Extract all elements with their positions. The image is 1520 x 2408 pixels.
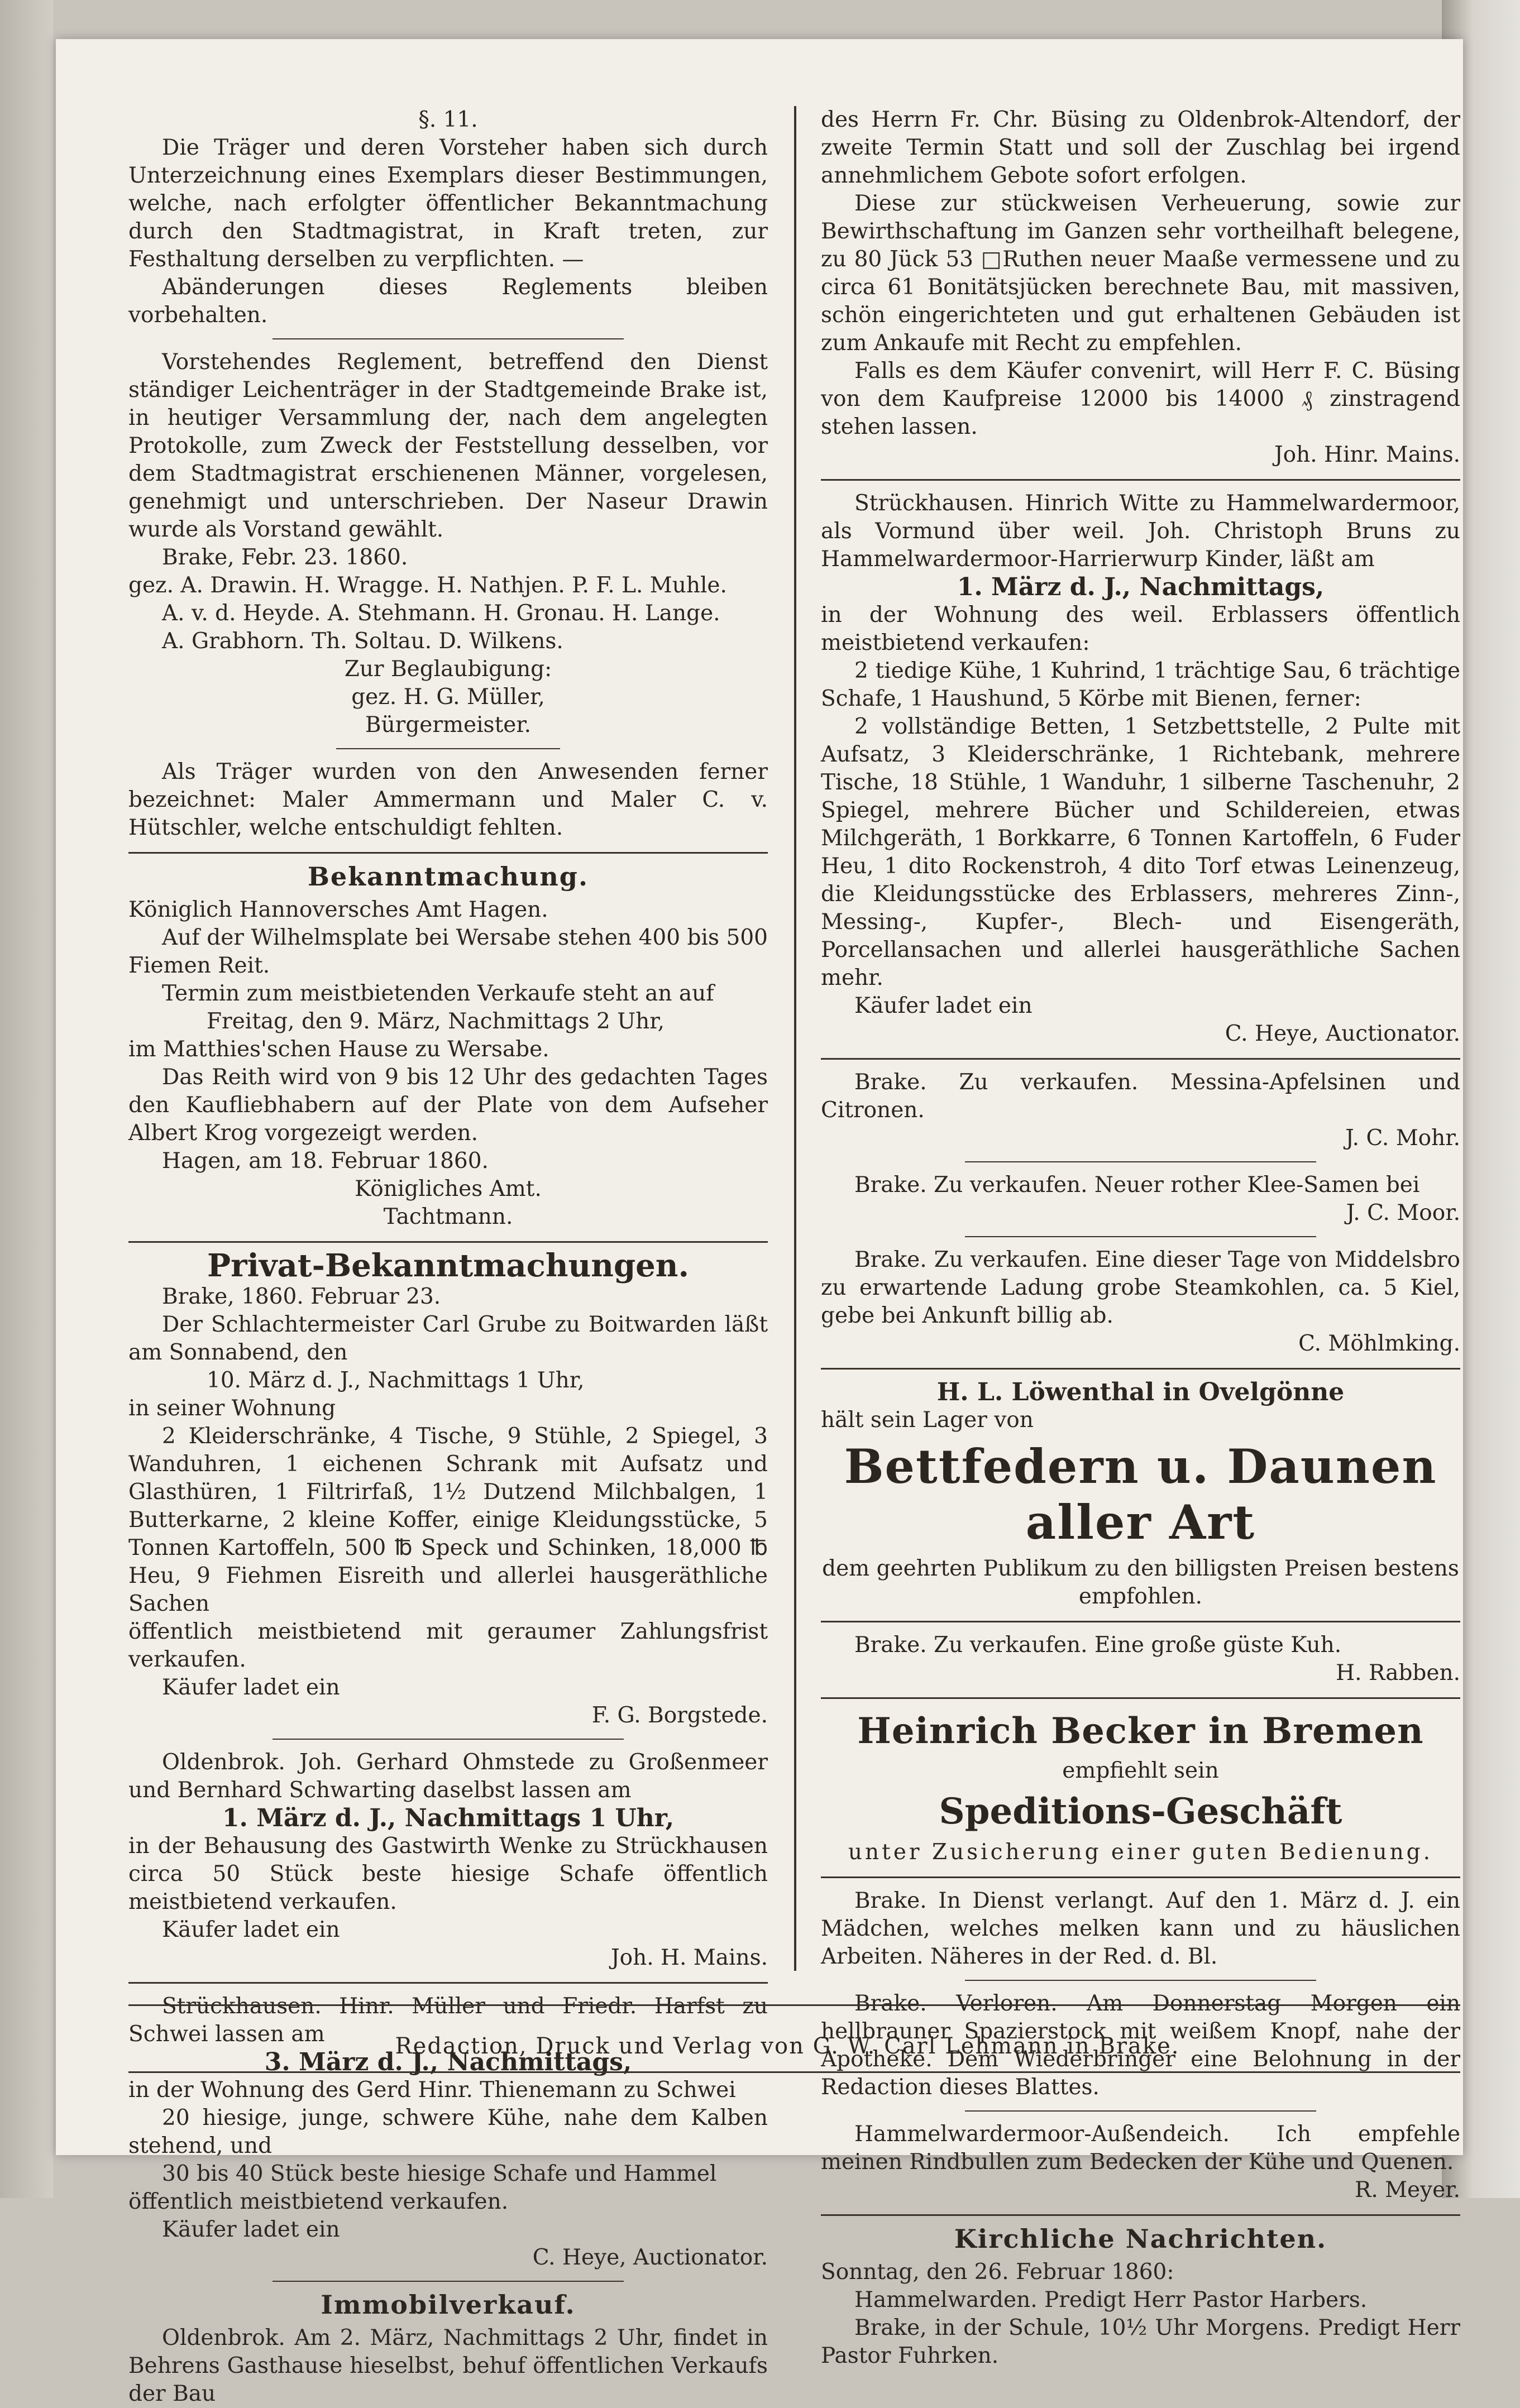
- loewenthal-headline: Bettfedern u. Daunen aller Art: [844, 1439, 1437, 1550]
- divider: [821, 1621, 1460, 1622]
- ohmstede-invite: Käufer ladet ein: [162, 1917, 340, 1942]
- divider: [821, 2214, 1460, 2216]
- ohmstede-signature: Joh. H. Mains.: [610, 1945, 768, 1970]
- attestation-title: Bürgermeister.: [365, 712, 532, 738]
- ohmstede-text-1: Oldenbrok. Joh. Gerhard Ohmstede zu Großenmeer und Bernhard Schwarting daselbst lassen am: [128, 1750, 768, 1803]
- grube-text-3: öffentlich meistbietend mit geraumer Zahlungsfrist verkaufen.: [128, 1619, 768, 1672]
- church-news-date: Sonntag, den 26. Februar 1860:: [821, 2259, 1174, 2285]
- divider: [821, 479, 1460, 481]
- section-11-body: Die Träger und deren Vorsteher haben sich durch Unterzeichnung eines Exemplars dieser Bestimmungen, welche, nach erfolgter öffentlicher Bekanntmachung durch den Stadtmagistrat, in Kraft treten, zur Festhaltung derselben zu verpflichten. —: [128, 135, 768, 272]
- divider: [273, 338, 624, 339]
- lost-item-ad-text: Brake. Verloren. Am Donnerstag Morgen ein hellbrauner Spazierstock mit weißem Knopf, nahe der Apotheke. Dem Wiederbringer eine Belohnung in der Redaction dieses Blattes.: [821, 1991, 1460, 2100]
- announcement-office: Königlich Hannoversches Amt Hagen.: [128, 897, 548, 922]
- becker-business: Speditions-Geschäft: [939, 1791, 1342, 1832]
- imprint-footer: Redaction, Druck und Verlag von G. W. Carl Lehmann in Brake.: [395, 2033, 1180, 2059]
- witte-household-items: 2 vollständige Betten, 1 Setzbettstelle, 2 Pulte mit Aufsatz, 3 Kleiderschränke, 1 Richtebank, mehrere Tische, 18 Stühle, 1 Wanduhr, 1 silberne Taschenuhr, 2 Spiegel, mehrere Bücher und Schildereien, etwas Milchgeräth, 1 Borkkarre, 6 Tonnen Kartoffeln, 6 Fuder Heu, 1 dito Rockenstroh, 4 dito Torf etwas Leinenzeug, die Kleidungsstücke des Erblassers, mehreres Zinn-, Messing-, Kupfer-, Blech- und Eisengeräth, Porcellansachen und allerlei hausgeräthliche Sachen mehr.: [821, 714, 1460, 990]
- divider: [336, 748, 560, 749]
- grube-text-1: Der Schlachtermeister Carl Grube zu Boitwarden läßt am Sonnabend, den: [128, 1312, 768, 1365]
- announcement-text-2: Termin zum meistbietenden Verkaufe steht an auf: [162, 981, 714, 1006]
- section-11-title: §. 11.: [418, 107, 478, 132]
- cow-ad-signature: H. Rabben.: [1336, 1660, 1460, 1686]
- property-sale-text: Oldenbrok. Am 2. März, Nachmittags 2 Uhr, findet in Behrens Gasthause hieselbst, behuf öffentlichen Verkaufs der Bau: [128, 2325, 768, 2406]
- church-news-entry-2: Brake, in der Schule, 10½ Uhr Morgens. Predigt Herr Pastor Fuhrken.: [821, 2315, 1460, 2368]
- loewenthal-text-2: dem geehrten Publikum zu den billigsten Preisen bestens empfohlen.: [822, 1556, 1459, 1609]
- loewenthal-name: H. L. Löwenthal in Ovelgönne: [936, 1378, 1345, 1406]
- newspaper-page: [56, 39, 1463, 2406]
- ohmstede-text-2: in der Behausung des Gastwirth Wenke zu Strückhausen circa 50 Stück beste hiesige Schafe öffentlich meistbietend verkaufen.: [128, 1833, 768, 1914]
- coal-ad-signature: C. Möhlmking.: [1298, 1331, 1460, 1356]
- ohmstede-date-line: 1. März d. J., Nachmittags 1 Uhr,: [222, 1804, 675, 1832]
- divider: [965, 1236, 1317, 1237]
- divider: [821, 1058, 1460, 1060]
- grube-invite: Käufer ladet ein: [162, 1675, 340, 1700]
- reglement-signatures-3: A. Grabhorn. Th. Soltau. D. Wilkens.: [162, 629, 563, 654]
- mueller-date-line: 3. März d. J., Nachmittags,: [264, 2048, 632, 2076]
- coal-ad-text: Brake. Zu verkaufen. Eine dieser Tage von Middelsbro zu erwartende Ladung grobe Steamkohlen, ca. 5 Kiel, gebe bei Ankunft billig ab.: [821, 1247, 1460, 1328]
- property-sale-signature: Joh. Hinr. Mains.: [1274, 442, 1460, 467]
- loewenthal-text-1: hält sein Lager von: [821, 1408, 1034, 1433]
- moor-ad-signature: J. C. Moor.: [1346, 1200, 1460, 1225]
- moor-ad-text: Brake. Zu verkaufen. Neuer rother Klee-Samen bei: [854, 1172, 1420, 1198]
- divider: [273, 1739, 624, 1740]
- divider: [273, 2281, 624, 2282]
- divider: [821, 1876, 1460, 1878]
- witte-text-2: in der Wohnung des weil. Erblassers öffentlich meistbietend verkaufen:: [821, 602, 1460, 655]
- mueller-text-2: in der Wohnung des Gerd Hinr. Thienemann zu Schwei: [128, 2077, 736, 2103]
- reglement-signatures-1: gez. A. Drawin. H. Wragge. H. Nathjen. P. F. L. Muhle.: [128, 573, 727, 598]
- cow-ad-text: Brake. Zu verkaufen. Eine große güste Kuh.: [854, 1633, 1342, 1658]
- divider: [128, 852, 768, 854]
- bull-ad-text: Hammelwardermoor-Außendeich. Ich empfehle meinen Rindbullen zum Bedecken der Kühe und Quenen.: [821, 2122, 1460, 2175]
- announcement-text-1: Auf der Wilhelmsplate bei Wersabe stehen 400 bis 500 Fiemen Reit.: [128, 925, 768, 978]
- footer-rule-bottom: [128, 2071, 1460, 2073]
- announcement-text-4: Das Reith wird von 9 bis 12 Uhr des gedachten Tages den Kaufliebhabern auf der Plate von dem Aufseher Albert Krog vorgezeigt werden.: [128, 1065, 768, 1146]
- church-news-heading: Kirchliche Nachrichten.: [954, 2224, 1327, 2254]
- mueller-item-1: 20 hiesige, junge, schwere Kühe, nahe dem Kalben stehend, und: [128, 2105, 768, 2158]
- grube-signature: F. G. Borgstede.: [591, 1703, 768, 1728]
- reglement-date: Brake, Febr. 23. 1860.: [162, 545, 408, 570]
- divider: [821, 1697, 1460, 1699]
- attestation-label: Zur Beglaubigung:: [344, 657, 552, 682]
- announcement-date-line: Freitag, den 9. März, Nachmittags 2 Uhr,: [207, 1009, 665, 1034]
- becker-headline: Heinrich Becker in Bremen: [857, 1710, 1424, 1752]
- announcement-heading: Bekanntmachung.: [308, 861, 589, 892]
- grube-date-line: 10. März d. J., Nachmittags 1 Uhr,: [207, 1368, 585, 1393]
- mueller-signature: C. Heye, Auctionator.: [532, 2245, 768, 2270]
- mohr-ad-signature: J. C. Mohr.: [1345, 1126, 1460, 1151]
- attestation-signer: gez. H. G. Müller,: [351, 684, 545, 710]
- private-announcements-heading: Privat-Bekanntmachungen.: [207, 1247, 689, 1284]
- left-column: [128, 106, 768, 2408]
- bull-ad-signature: R. Meyer.: [1354, 2177, 1460, 2203]
- mueller-text-1: Strückhausen. Hinr. Müller und Friedr. Harfst zu Schwei lassen am: [128, 1994, 768, 2047]
- becker-text-1: empfiehlt sein: [1062, 1758, 1219, 1783]
- divider: [965, 1980, 1317, 1981]
- mohr-ad-text: Brake. Zu verkaufen. Messina-Apfelsinen und Citronen.: [821, 1070, 1460, 1123]
- reglement-signatures-2: A. v. d. Heyde. A. Stehmann. H. Gronau. H. Lange.: [162, 601, 720, 626]
- property-sale-continued-2: Diese zur stückweisen Verheuerung, sowie zur Bewirthschaftung im Ganzen sehr vortheilhaft belegene, zu 80 Jück 53 □Ruthen neuer Maaße vermessene und zu circa 61 Bonitätsjücken berechnete Bau, mit massiven, schön eingerichteten und gut erhaltenen Gebäuden ist zum Ankaufe mit Recht zu empfehlen.: [821, 191, 1460, 356]
- mueller-invite: Käufer ladet ein: [162, 2217, 340, 2242]
- mueller-item-2: 30 bis 40 Stück beste hiesige Schafe und Hammel: [162, 2161, 717, 2186]
- section-11-note: Abänderungen dieses Reglements bleiben vorbehalten.: [128, 275, 768, 328]
- announcement-signer: Tachtmann.: [383, 1204, 513, 1229]
- right-column: [821, 106, 1460, 2370]
- announcement-signer-office: Königliches Amt.: [355, 1176, 542, 1201]
- divider: [965, 1161, 1317, 1162]
- reglement-text: Vorstehendes Reglement, betreffend den Dienst ständiger Leichenträger in der Stadtgemeinde Brake ist, in heutiger Versammlung der, nach dem angelegten Protokolle, zum Zweck der Feststellung desselben, vor dem Stadtmagistrat erschienenen Männer, vorgelesen, genehmigt und unterschrieben. Der Naseur Drawin wurde als Vorstand gewählt.: [128, 350, 768, 542]
- mueller-text-3: öffentlich meistbietend verkaufen.: [128, 2189, 509, 2214]
- witte-invite: Käufer ladet ein: [854, 993, 1033, 1018]
- footer-rule-top: [128, 2004, 1460, 2006]
- becker-text-2: unter Zusicherung einer guten Bedienung.: [848, 1840, 1433, 1865]
- property-sale-continued-3: Falls es dem Käufer convenirt, will Herr F. C. Büsing von dem Kaufpreise 12000 bis 14000 ₰ zinstragend stehen lassen.: [821, 358, 1460, 439]
- church-news-entry-1: Hammelwarden. Predigt Herr Pastor Harbers.: [854, 2287, 1368, 2313]
- grube-items: 2 Kleiderschränke, 4 Tische, 9 Stühle, 2 Spiegel, 3 Wanduhren, 1 eichenen Schrank mit Aufsatz und Glasthüren, 1 Filtrirfaß, 1½ Dutzend Milchbalgen, 1 Butterkarne, 2 kleine Koffer, einige Kleidungsstücke, 5 Tonnen Kartoffeln, 500 ℔ Speck und Schinken, 18,000 ℔ Heu, 9 Fiehmen Eisreith und allerlei hausgeräthliche Sachen: [128, 1424, 768, 1616]
- witte-signature: C. Heye, Auctionator.: [1225, 1021, 1460, 1046]
- divider: [965, 2110, 1317, 2112]
- column-divider: [794, 106, 796, 1971]
- grube-date: Brake, 1860. Februar 23.: [162, 1284, 441, 1309]
- bearers-note: Als Träger wurden von den Anwesenden ferner bezeichnet: Maler Ammermann und Maler C. v. Hütschler, welche entschuldigt fehlten.: [128, 759, 768, 840]
- witte-date-line: 1. März d. J., Nachmittags,: [957, 573, 1325, 601]
- property-sale-continued-1: des Herrn Fr. Chr. Büsing zu Oldenbrok-Altendorf, der zweite Termin Statt und soll der Zuschlag bei irgend annehmlichem Gebote sofort erfolgen.: [821, 107, 1460, 188]
- witte-text-1: Strückhausen. Hinrich Witte zu Hammelwardermoor, als Vormund über weil. Joh. Christoph Bruns zu Hammelwardermoor-Harrierwurp Kinder, läßt am: [821, 491, 1460, 572]
- divider: [821, 1368, 1460, 1370]
- scan-left-margin: [0, 0, 53, 2198]
- announcement-text-3: im Matthies'schen Hause zu Wersabe.: [128, 1037, 549, 1062]
- divider: [128, 1982, 768, 1984]
- announcement-date: Hagen, am 18. Februar 1860.: [162, 1148, 489, 1174]
- grube-text-2: in seiner Wohnung: [128, 1396, 336, 1421]
- witte-livestock: 2 tiedige Kühe, 1 Kuhrind, 1 trächtige Sau, 6 trächtige Schafe, 1 Haushund, 5 Körbe mit Bienen, ferner:: [821, 658, 1460, 711]
- service-ad-text: Brake. In Dienst verlangt. Auf den 1. März d. J. ein Mädchen, welches melken kann und zu häuslichen Arbeiten. Näheres in der Red. d. Bl.: [821, 1888, 1460, 1969]
- divider: [128, 1241, 768, 1243]
- property-sale-heading: Immobilverkauf.: [321, 2290, 576, 2320]
